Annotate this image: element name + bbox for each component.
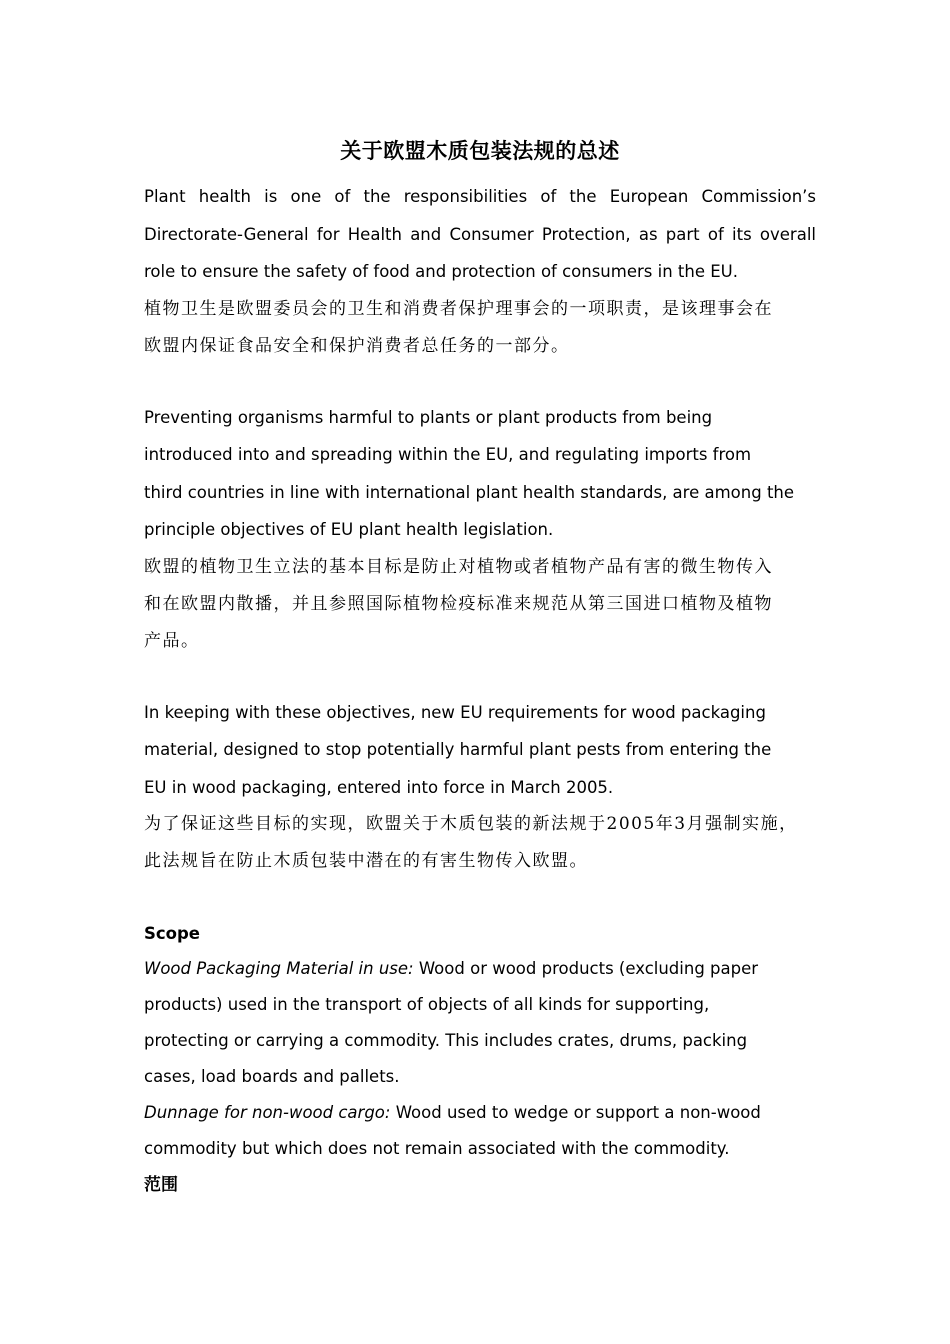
scope-item-1-line-3: protecting or carrying a commodity. This includes crates, drums, packing: [144, 1031, 748, 1050]
paragraph-1-chinese-line-1: 植物卫生是欧盟委员会的卫生和消费者保护理事会的一项职责，是该理事会在: [144, 298, 773, 319]
scope-item-1-line-2: products) used in the transport of objects of all kinds for supporting,: [144, 995, 710, 1014]
scope-item-2-line-1: [144, 1095, 816, 1131]
paragraph-3-chinese-line-1: 为了保证这些目标的实现，欧盟关于木质包装的新法规于2005年3月强制实施，: [144, 814, 798, 834]
scope-item-1-line-1: [144, 951, 816, 987]
paragraph-2-chinese-line-3: 产品。: [144, 630, 200, 651]
paragraph-1-chinese-line-2: 欧盟内保证食品安全和保护消费者总任务的一部分。: [144, 335, 570, 356]
scope-item-2-line-2: commodity but which does not remain associated with the commodity.: [144, 1139, 730, 1158]
paragraph-spacer: [144, 660, 816, 694]
scope-item-2-term: Dunnage for non-wood cargo:: [144, 1103, 391, 1122]
scope-item-2-text: Wood used to wedge or support a non-wood: [390, 1103, 761, 1122]
scope-item-1-term: Wood Packaging Material in use:: [144, 959, 414, 978]
paragraph-2-english-line-2: introduced into and spreading within the EU, and regulating imports from: [144, 445, 752, 464]
paragraph-2-chinese-line-2: 和在欧盟内散播，并且参照国际植物检疫标准来规范从第三国进口植物及植物: [144, 593, 773, 614]
paragraph-3-english-line-2: material, designed to stop potentially harmful plant pests from entering the: [144, 740, 772, 759]
paragraph-3-english-line-1: In keeping with these objectives, new EU requirements for wood packaging: [144, 702, 766, 722]
scope-heading-chinese: 范围: [144, 1175, 178, 1195]
paragraph-3-english-line-3: EU in wood packaging, entered into force in March 2005.: [144, 777, 614, 797]
paragraph-spacer: [144, 880, 816, 916]
scope-heading: Scope: [144, 924, 201, 943]
document-page: [144, 128, 816, 1203]
paragraph-2-chinese-line-1: 欧盟的植物卫生立法的基本目标是防止对植物或者植物产品有害的微生物传入: [144, 556, 773, 577]
paragraph-spacer: [144, 365, 816, 399]
scope-item-1-text: Wood or wood products (excluding paper: [413, 959, 759, 978]
paragraph-3-chinese-line-2: 此法规旨在防止木质包装中潜在的有害生物传入欧盟。: [144, 851, 588, 871]
paragraph-2-english-line-4: principle objectives of EU plant health legislation.: [144, 520, 554, 539]
paragraph-2-english-line-3: third countries in line with international plant health standards, are among the: [144, 482, 795, 502]
document-title: 关于欧盟木质包装法规的总述: [340, 139, 620, 163]
scope-item-1-line-4: cases, load boards and pallets.: [144, 1067, 400, 1086]
paragraph-2-english-line-1: Preventing organisms harmful to plants or plant products from being: [144, 407, 713, 427]
paragraph-1-english: Plant health is one of the responsibilities of the European Commission’s Directorate-General for Health and Consumer Protection, as part of its overall role to ensure the safety of food and protection of consumers in the EU.: [144, 187, 816, 281]
